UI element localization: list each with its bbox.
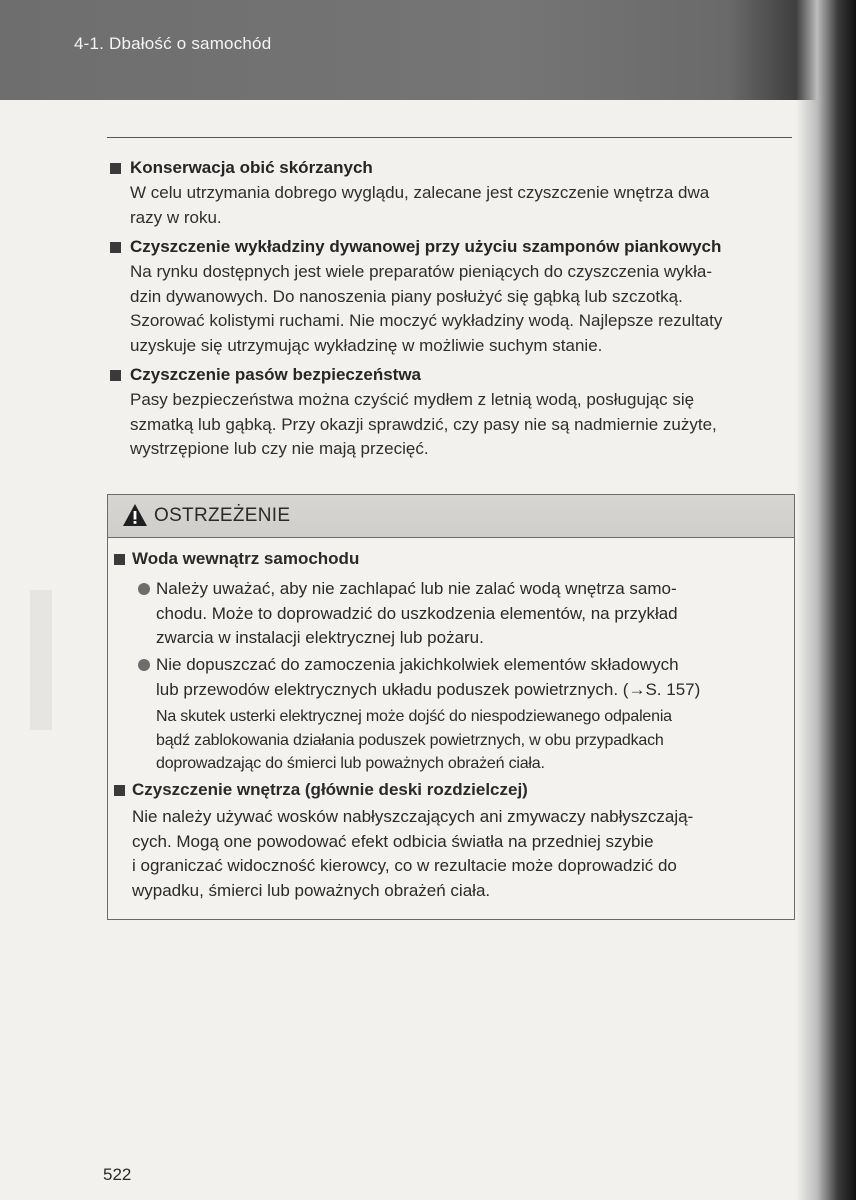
warning-box [107, 494, 795, 920]
top-divider [107, 137, 792, 138]
chapter-header-band [0, 0, 856, 100]
round-bullet-icon [138, 583, 150, 595]
warning-header [108, 495, 794, 538]
section-body: Pasy bezpieczeństwa można czyścić mydłem z letnią wodą, posługując się szmatką lub gąbką. Przy okazji sprawdzić, czy pasy nie są nadmiernie zużyte, wystrzępione lub czy nie mają przecięć. [130, 390, 717, 458]
warning-note: Na skutek usterki elektrycznej może dojść do niespodziewanego odpalenia bądź zablokowania działania poduszek powietrznych, w obu przypadkach doprowadzając do śmierci lub poważnych obrażeń ciała. [156, 708, 672, 772]
chapter-title: 4-1. Dbałość o samochód [74, 34, 272, 53]
warning-bullet-2: Nie dopuszczać do zamoczenia jakichkolwiek elementów składowych lub przewodów elektrycznych układu poduszek powietrznych. (→S. 157) [138, 653, 700, 702]
round-bullet-icon [138, 659, 150, 671]
side-tab-marker [30, 590, 52, 730]
square-bullet-icon [114, 785, 125, 796]
warning-title: OSTRZEŻENIE [154, 505, 291, 526]
square-bullet-icon [110, 370, 121, 381]
square-bullet-icon [110, 242, 121, 253]
square-bullet-icon [114, 554, 125, 565]
square-bullet-icon [110, 163, 121, 174]
section-leather-care [108, 155, 798, 230]
page-number: 522 [103, 1165, 132, 1184]
section-seatbelt-cleaning [108, 362, 798, 462]
warning-bullet-1: Należy uważać, aby nie zachlapać lub nie zalać wodą wnętrza samo- chodu. Może to doprowadzić do uszkodzenia elementów, na przykład zwarcia w instalacji elektrycznej lub pożaru. [138, 577, 678, 651]
section-carpet-cleaning [108, 234, 798, 358]
section-heading: Konserwacja obić skórzanych [108, 155, 798, 181]
page-edge-shadow [796, 0, 856, 1200]
section-heading: Czyszczenie pasów bezpieczeństwa [108, 362, 798, 388]
section-body: W celu utrzymania dobrego wyglądu, zalecane jest czyszczenie wnętrza dwa razy w roku. [130, 183, 710, 227]
warning-body-dashboard: Nie należy używać wosków nabłyszczających ani zmywaczy nabłyszczają- cych. Mogą one powodować efekt odbicia światła na przedniej szybie i ograniczać widoczność kierowcy, co w rezultacie może doprowadzić do wypadku, śmierci lub poważnych obrażeń ciała. [132, 807, 694, 900]
warning-subheading-water: Woda wewnątrz samochodu [114, 546, 359, 572]
warning-subheading-dashboard: Czyszczenie wnętrza (głównie deski rozdzielczej) [114, 777, 528, 803]
section-body: Na rynku dostępnych jest wiele preparatów pieniących do czyszczenia wykła- dzin dywanowych. Do nanoszenia piany posłużyć się gąbką lub szczotką. Szorować kolistymi ruchami. Nie moczyć wykładziny wodą. Najlepsze rezultaty uzyskuje się utrzymując wykładzinę w możliwie suchym stanie. [130, 262, 723, 355]
section-heading: Czyszczenie wykładziny dywanowej przy użyciu szamponów piankowych [108, 234, 798, 260]
warning-triangle-icon [122, 503, 148, 527]
